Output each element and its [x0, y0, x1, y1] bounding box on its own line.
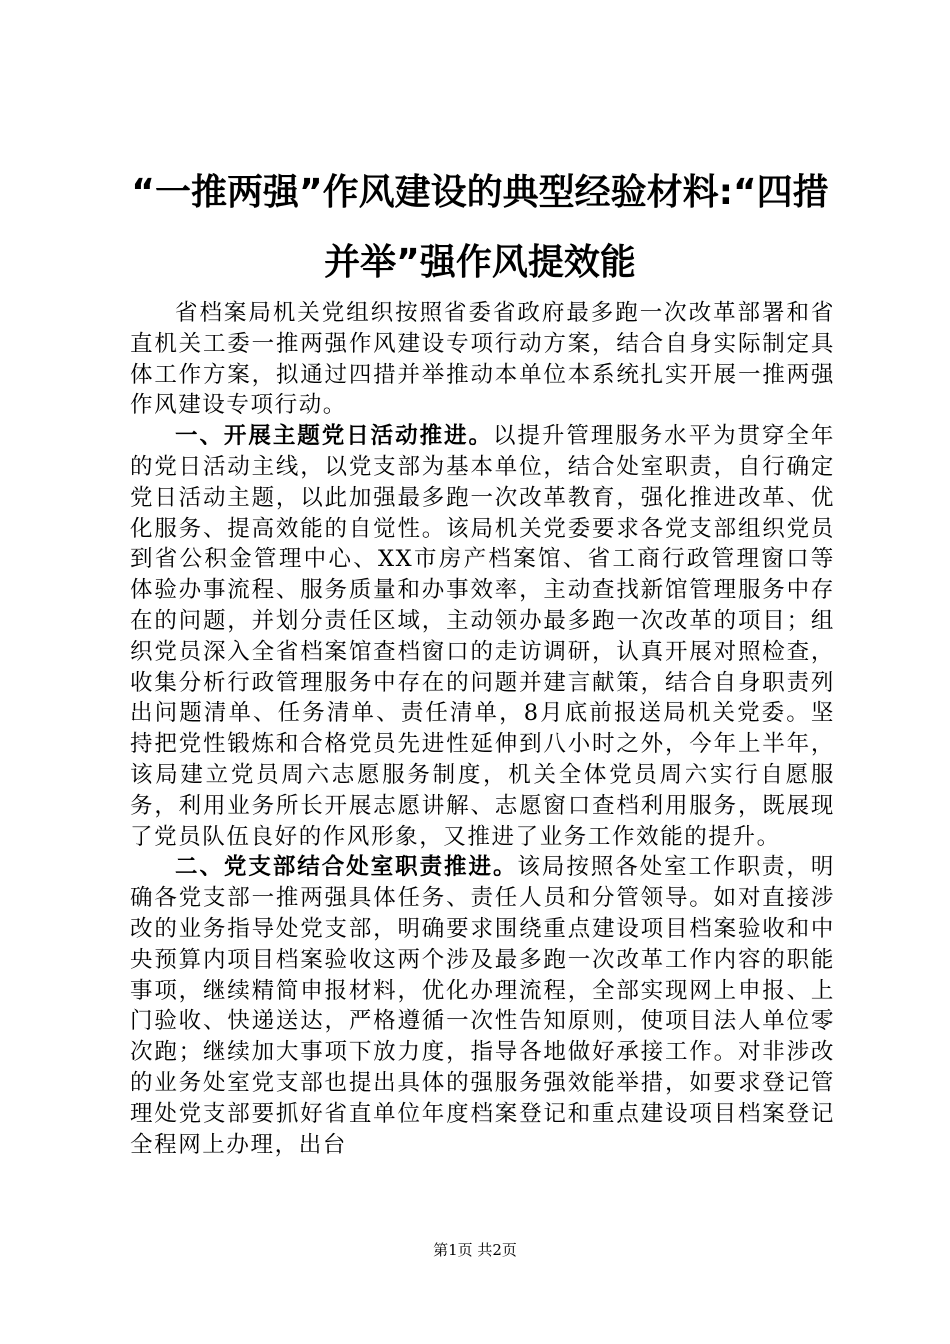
document-title: “一推两强”作风建设的典型经验材料:“四措并举”强作风提效能: [131, 172, 829, 283]
paragraph-section-2: [130, 852, 835, 1160]
document-body: [130, 298, 835, 1160]
section-heading-1: 一、开展主题党日活动推进。: [175, 423, 493, 450]
section-heading-2: 二、党支部结合处室职责推进。: [175, 854, 518, 881]
paragraph-text: 省档案局机关党组织按照省委省政府最多跑一次改革部署和省直机关工委一推两强作风建设专项行动方案，结合自身实际制定具体工作方案，拟通过四措并举推动本单位本系统扎实开展一推两强作风建设专项行动。: [130, 300, 835, 419]
page-footer: 第1页 共2页: [433, 1241, 517, 1259]
paragraph-text: 该局按照各处室工作职责，明确各党支部一推两强具体任务、责任人员和分管领导。如对直接涉改的业务指导处党支部，明确要求围绕重点建设项目档案验收和中央预算内项目档案验收这两个涉及最多跑一次改革工作内容的职能事项，继续精简申报材料，优化办理流程，全部实现网上申报、上门验收、快递送达，严格遵循一次性告知原则，使项目法人单位零次跑；继续加大事项下放力度，指导各地做好承接工作。对非涉改的业务处室党支部也提出具体的强服务强效能举措，如要求登记管理处党支部要抓好省直单位年度档案登记和重点建设项目档案登记全程网上办理，出台: [130, 854, 835, 1158]
paragraph-section-1: [130, 421, 835, 852]
paragraph-intro: [130, 298, 835, 421]
paragraph-text: 以提升管理服务水平为贯穿全年的党日活动主线，以党支部为基本单位，结合处室职责，自行确定党日活动主题，以此加强最多跑一次改革教育，强化推进改革、优化服务、提高效能的自觉性。该局机关党委要求各党支部组织党员到省公积金管理中心、XX市房产档案馆、省工商行政管理窗口等体验办事流程、服务质量和办事效率，主动查找新馆管理服务中存在的问题，并划分责任区域，主动领办最多跑一次改革的项目；组织党员深入全省档案馆查档窗口的走访调研，认真开展对照检查，收集分析行政管理服务中存在的问题并建言献策，结合自身职责列出问题清单、任务清单、责任清单，8月底前报送局机关党委。坚持把党性锻炼和合格党员先进性延伸到八小时之外，今年上半年，该局建立党员周六志愿服务制度，机关全体党员周六实行自愿服务，利用业务所长开展志愿讲解、志愿窗口查档利用服务，既展现了党员队伍良好的作风形象，又推进了业务工作效能的提升。: [130, 423, 835, 850]
